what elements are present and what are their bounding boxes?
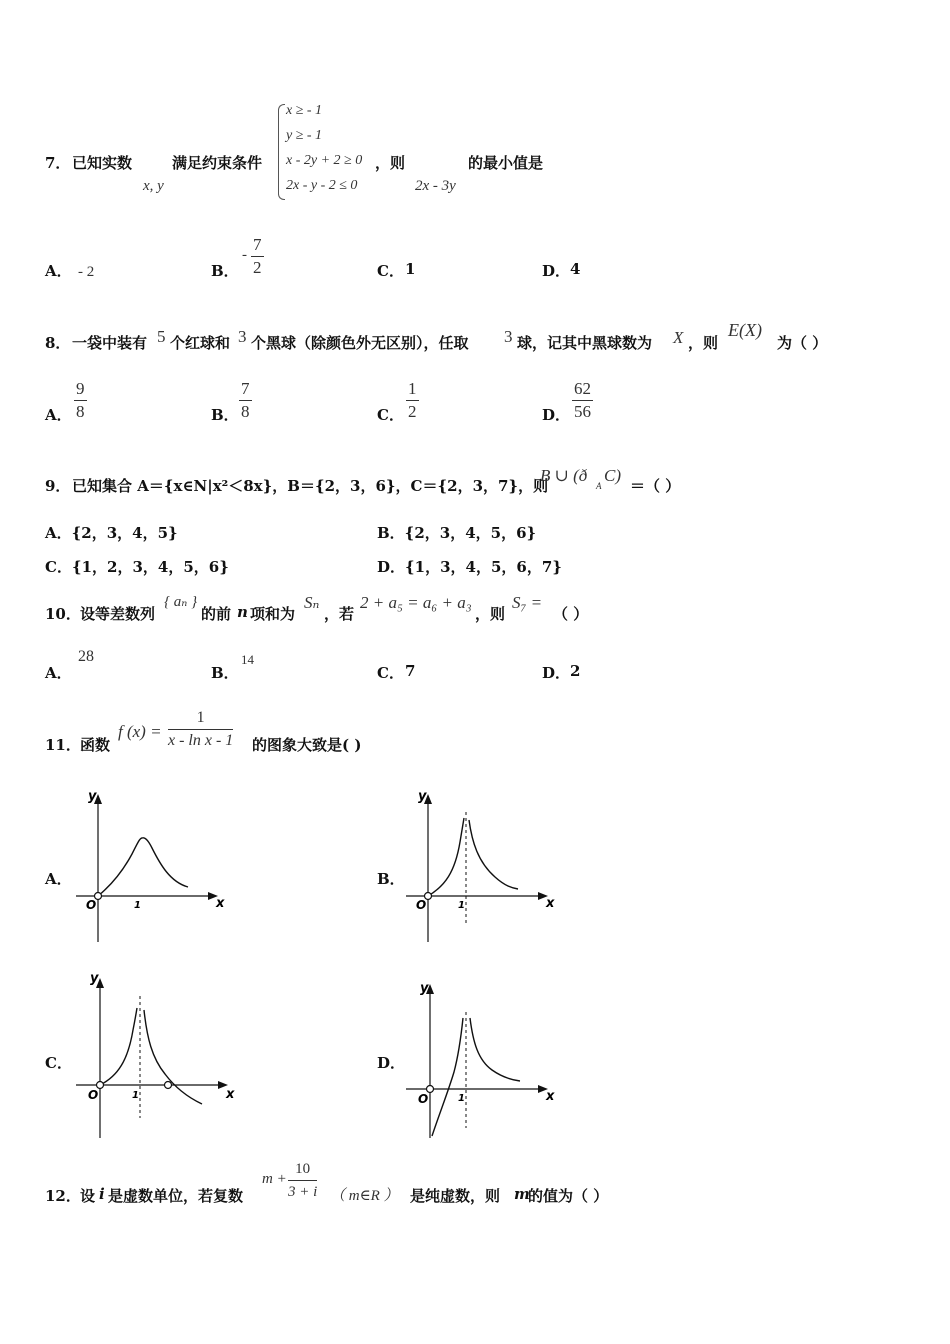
- q8-n-draw: 3: [504, 327, 513, 346]
- q11-option-b-label: B．: [377, 870, 405, 888]
- q8-option-d-fraction: [572, 378, 593, 423]
- q7-option-b-label: B．: [211, 262, 239, 280]
- q10-sequence: { aₙ }: [164, 594, 198, 610]
- q9-number: 9．: [45, 477, 71, 495]
- q12-text-4: 的值为（ ）: [528, 1187, 609, 1205]
- q7-option-a-label: A．: [45, 262, 72, 280]
- q11-number: 11．: [45, 736, 81, 754]
- q7-text-b: 满足约束条件: [172, 154, 263, 172]
- q8-option-d-numerator: 62: [572, 378, 593, 401]
- q7-text-a: 已知实数: [72, 154, 133, 172]
- q11-graph-c: [70, 968, 240, 1143]
- q7-option-b-numerator: 7: [251, 234, 264, 257]
- graph-c-x-label: x: [226, 1087, 235, 1102]
- q12-text-3: 是纯虚数，则: [410, 1187, 501, 1205]
- graph-a-tick-1: 1: [134, 900, 141, 911]
- q7-vars: x, y: [143, 178, 164, 194]
- q8-option-c-fraction: [406, 378, 419, 423]
- q8-option-c-denominator: 2: [408, 402, 417, 421]
- q8-text-5: ，则: [688, 334, 719, 352]
- q8-text-2: 个红球和: [170, 334, 231, 352]
- q12-i: i: [99, 1185, 105, 1203]
- q12-m-plus: m +: [262, 1171, 287, 1187]
- q9-tail: ＝（ ）: [630, 477, 681, 495]
- q8-n-black: 3: [238, 327, 247, 346]
- q10-option-a-value: 28: [78, 648, 94, 665]
- q11-text-1: 函数: [80, 736, 111, 754]
- q9-expr-sub: A: [596, 481, 602, 491]
- q7-constraint-4: 2x - y - 2 ≤ 0: [286, 178, 358, 193]
- q12-m: m: [514, 1185, 530, 1203]
- q9-text: 已知集合 A＝{x∈N|x²＜8x}，B＝{2，3，6}，C＝{2，3，7}，则: [72, 477, 549, 495]
- q11-option-a-label: A．: [45, 870, 72, 888]
- q10-number: 10．: [45, 605, 81, 623]
- q9-expr-2: C): [604, 466, 621, 485]
- q8-n-red: 5: [157, 327, 166, 346]
- graph-c-curve-left: [100, 1008, 137, 1085]
- graph-b-origin-label: O: [416, 898, 427, 912]
- q7-brace: [278, 104, 285, 200]
- q11-option-c-label: C．: [45, 1054, 72, 1072]
- q7-option-a-value: - 2: [78, 264, 95, 280]
- graph-d-origin-label: O: [418, 1092, 429, 1106]
- q7-option-b-denominator: 2: [253, 258, 262, 277]
- q7-constraint-3: x - 2y + 2 ≥ 0: [286, 153, 363, 168]
- q9-option-d: D．{1，3，4，5，6，7}: [377, 558, 562, 576]
- q8-option-a-fraction: [74, 378, 87, 423]
- q8-expectation: E(X): [728, 320, 762, 340]
- q8-option-a-label: A．: [45, 406, 72, 424]
- q8-text-3: 个黑球（除颜色外无区别），任取: [251, 334, 469, 352]
- q10-option-a-label: A．: [45, 664, 72, 682]
- q10-n: n: [237, 603, 248, 621]
- q12-number: 12．: [45, 1187, 81, 1205]
- q8-option-c-numerator: 1: [406, 378, 419, 401]
- graph-c-origin-label: O: [88, 1088, 99, 1102]
- q8-option-a-numerator: 9: [74, 378, 87, 401]
- q10-s7: S₇ =: [512, 593, 543, 612]
- graph-a-curve: [98, 838, 188, 896]
- q7-constraint-2: y ≥ - 1: [286, 128, 323, 143]
- graph-b-curve-right: [469, 820, 518, 889]
- q10-text-1: 设等差数列: [80, 605, 156, 623]
- q10-option-d-value: 2: [570, 662, 581, 680]
- q8-option-d-label: D．: [542, 406, 571, 424]
- q8-option-a-denominator: 8: [76, 402, 85, 421]
- q8-option-b-numerator: 7: [239, 378, 252, 401]
- q7-constraint-1: x ≥ - 1: [286, 103, 323, 118]
- q7-text-d: 的最小值是: [468, 154, 544, 172]
- q10-sn: Sₙ: [304, 593, 320, 612]
- q8-option-b-label: B．: [211, 406, 239, 424]
- q7-option-d-value: 4: [570, 260, 581, 278]
- q7-option-c-label: C．: [377, 262, 404, 280]
- graph-d-curve-right: [470, 1018, 520, 1081]
- q11-fraction: [168, 707, 233, 752]
- q8-option-d-denominator: 56: [574, 402, 591, 421]
- q11-numerator: 1: [168, 707, 233, 730]
- q11-fx: f (x) =: [118, 722, 162, 741]
- graph-b-curve-left: [428, 818, 464, 896]
- graph-d-tick-1: 1: [458, 1093, 465, 1104]
- q9-option-a: A．{2，3，4，5}: [45, 524, 178, 542]
- graph-d-x-label: x: [546, 1089, 555, 1104]
- graph-a-y-label: y: [88, 789, 97, 804]
- graph-d-y-label: y: [420, 981, 429, 996]
- q10-text-6: （ ）: [553, 605, 589, 623]
- q7-option-c-value: 1: [405, 260, 416, 278]
- graph-c-y-label: y: [90, 971, 99, 986]
- q8-text-1: 一袋中装有: [72, 334, 148, 352]
- q12-fraction: [288, 1158, 317, 1203]
- q9-option-b: B．{2，3，4，5，6}: [377, 524, 537, 542]
- q9-expr: B ∪ (ð: [540, 466, 588, 485]
- q12-condition: （ m∈R ）: [330, 1188, 399, 1204]
- q8-option-c-label: C．: [377, 406, 404, 424]
- graph-b-y-label: y: [418, 789, 427, 804]
- q11-graph-d: [400, 972, 560, 1142]
- q8-option-b-fraction: [239, 378, 252, 423]
- q8-var-x: X: [673, 328, 684, 347]
- q7-expr: 2x - 3y: [415, 178, 456, 194]
- q11-option-d-label: D．: [377, 1054, 406, 1072]
- q12-numerator: 10: [288, 1158, 317, 1181]
- graph-c-zero-hole: [165, 1082, 172, 1089]
- q10-text-4: ，若: [324, 605, 355, 623]
- q11-text-2: 的图象大致是( ): [252, 736, 362, 754]
- q7-text-c: ，则: [375, 154, 406, 172]
- graph-c-tick-1: 1: [132, 1090, 139, 1101]
- q8-number: 8．: [45, 334, 71, 352]
- q11-graph-b: [400, 782, 560, 947]
- graph-c-curve-right: [144, 1010, 202, 1104]
- q12-text-2: 是虚数单位，若复数: [108, 1187, 244, 1205]
- graph-b-x-label: x: [546, 896, 555, 911]
- q12-denominator: 3 + i: [288, 1184, 318, 1200]
- q11-denominator: x - ln x - 1: [168, 732, 234, 749]
- q8-text-4: 球，记其中黑球数为: [517, 334, 653, 352]
- q7-option-b-fraction: [251, 234, 264, 279]
- graph-d-curve-left: [432, 1018, 463, 1136]
- q10-condition: 2 + a₅ = a₆ + a₃: [360, 593, 472, 612]
- q10-option-b-label: B．: [211, 664, 239, 682]
- graph-a-x-label: x: [216, 896, 225, 911]
- q10-option-d-label: D．: [542, 664, 571, 682]
- q12-text-1: 设: [80, 1187, 96, 1205]
- graph-b-tick-1: 1: [458, 900, 465, 911]
- q8-text-6: 为（ ）: [777, 334, 828, 352]
- q10-text-5: ，则: [475, 605, 506, 623]
- q10-option-b-value: 14: [241, 652, 254, 667]
- q10-option-c-value: 7: [405, 662, 416, 680]
- q9-option-c: C．{1，2，3，4，5，6}: [45, 558, 229, 576]
- q11-graph-a: [70, 782, 230, 947]
- q8-option-b-denominator: 8: [241, 402, 250, 421]
- q10-text-3: 项和为: [250, 605, 296, 623]
- q7-number: 7．: [45, 154, 71, 172]
- q7-option-d-label: D．: [542, 262, 571, 280]
- q7-option-b-sign: -: [242, 247, 247, 263]
- graph-a-origin-label: O: [86, 898, 97, 912]
- q10-option-c-label: C．: [377, 664, 404, 682]
- q10-text-2: 的前: [201, 605, 232, 623]
